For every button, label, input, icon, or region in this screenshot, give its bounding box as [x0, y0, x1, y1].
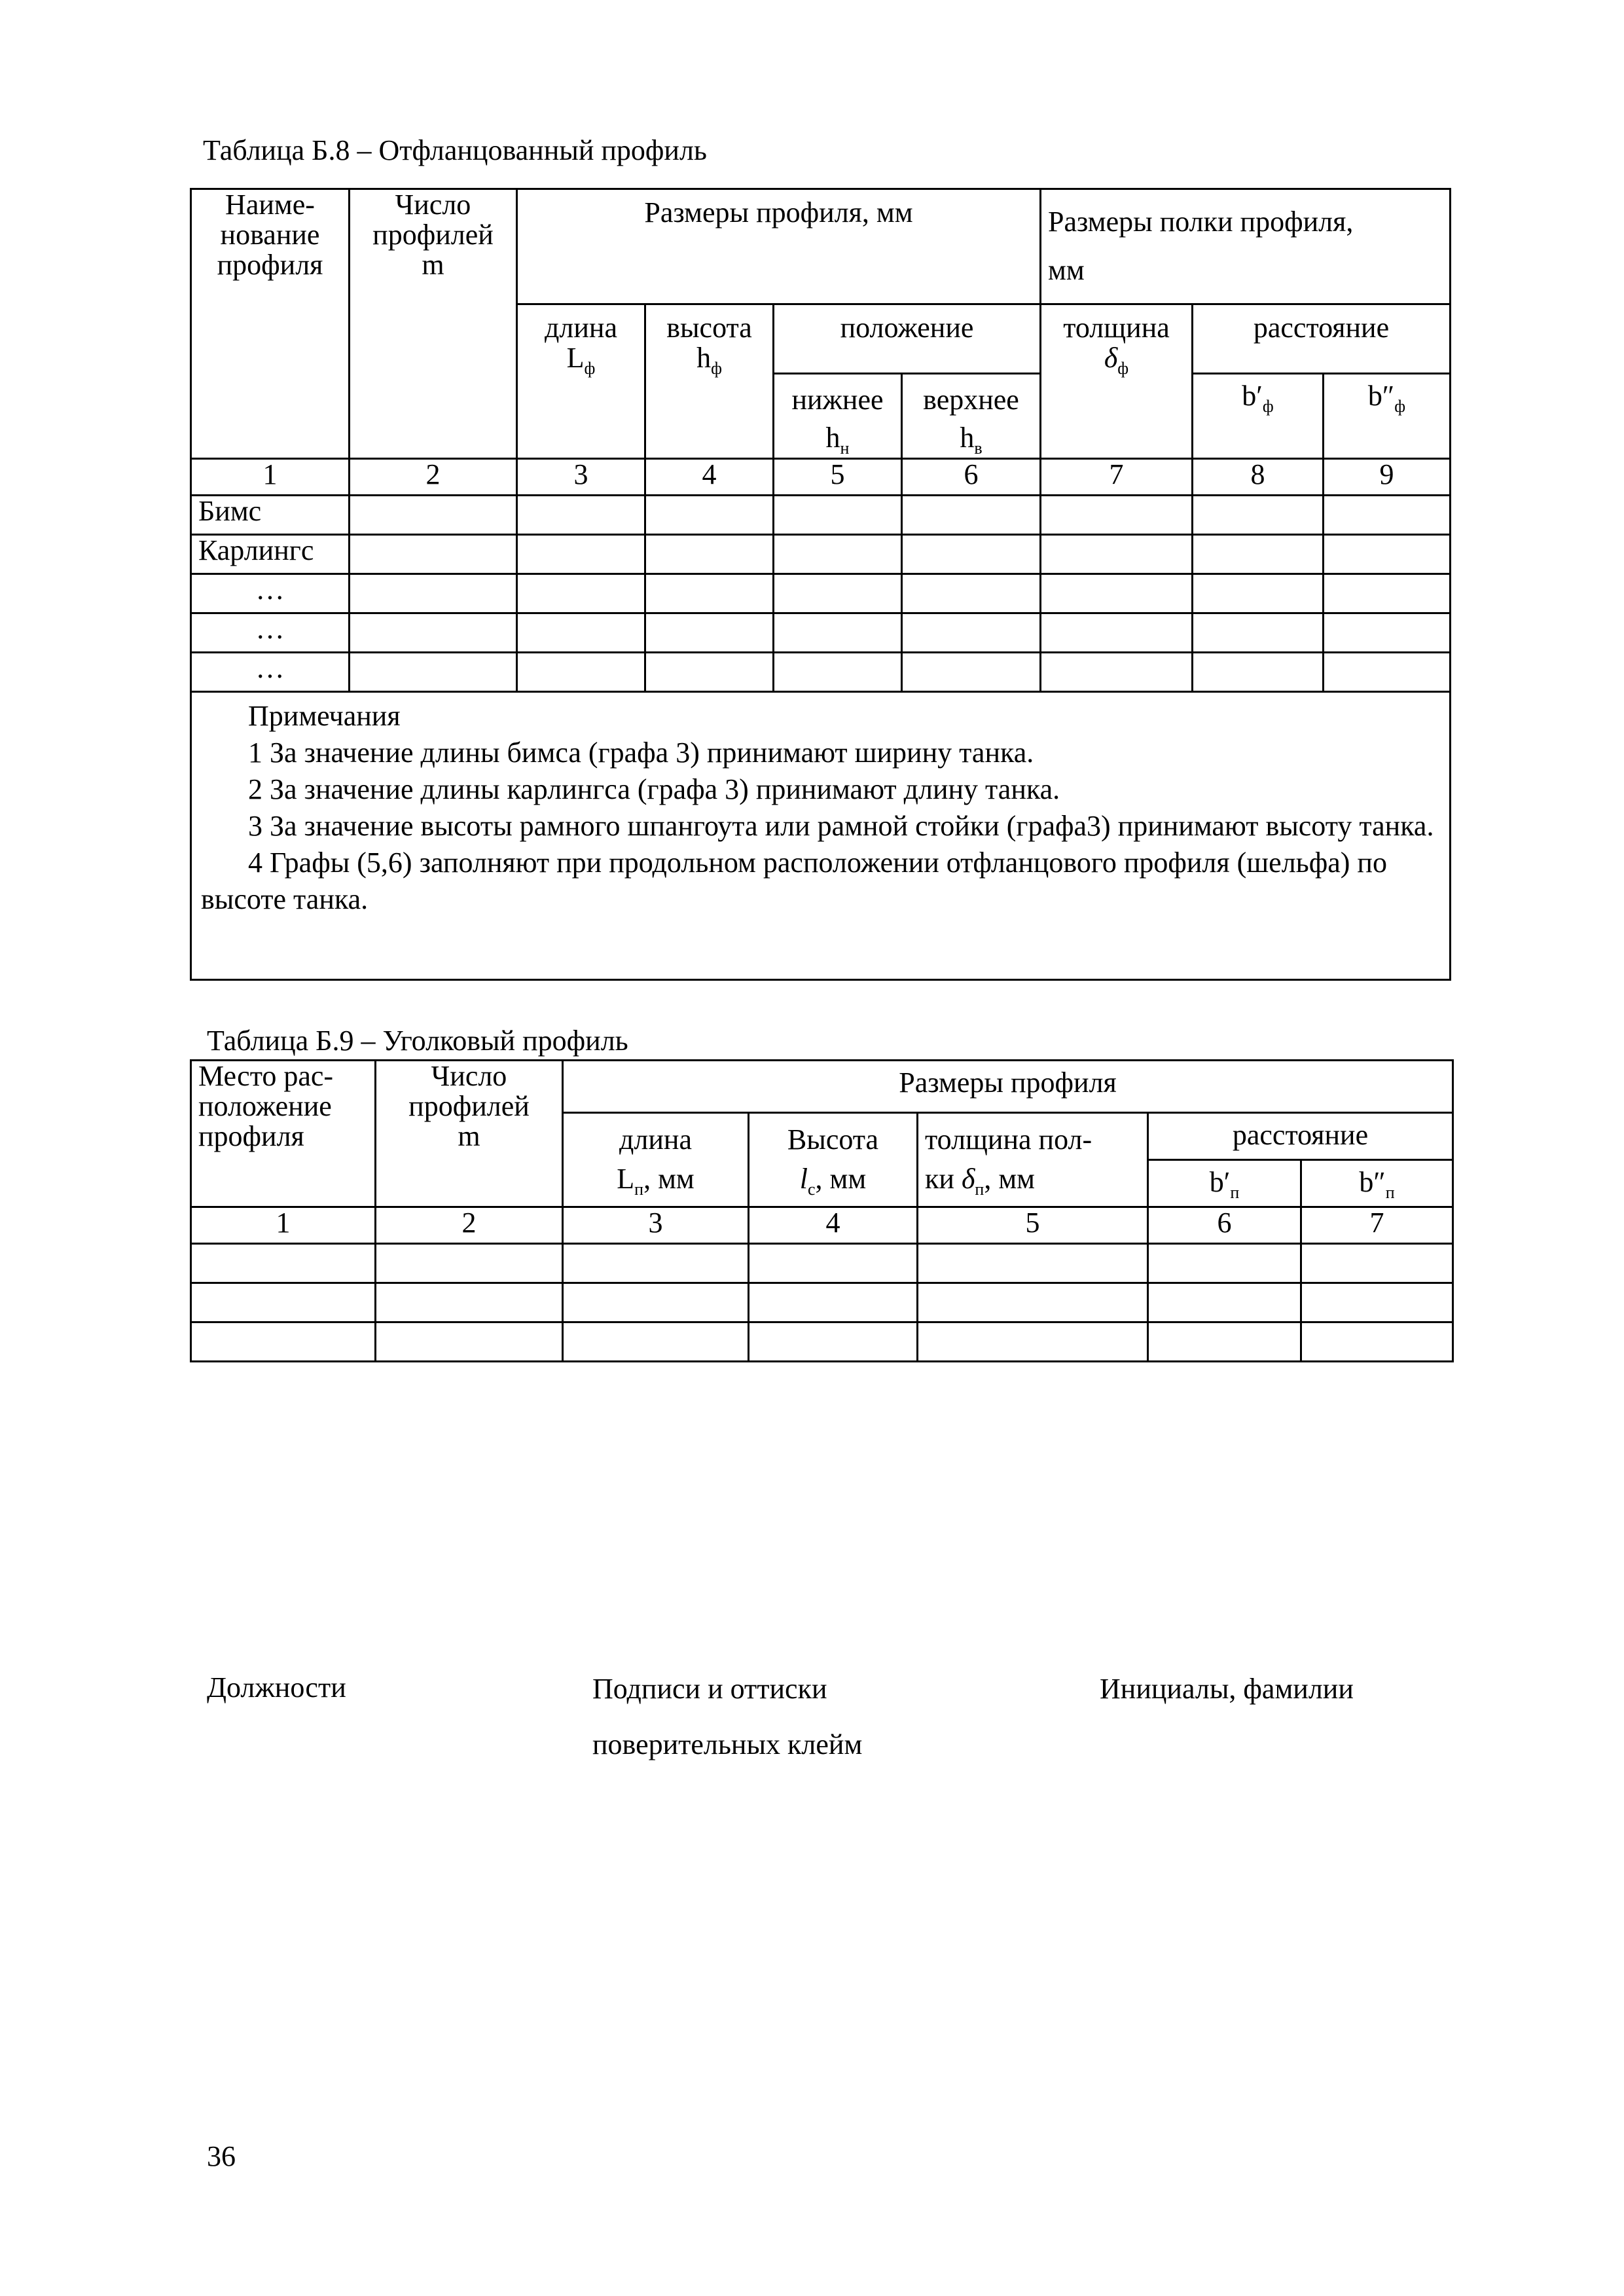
table-b8: [190, 188, 1451, 981]
col-num: 7: [1301, 1207, 1453, 1244]
header-b-prime: $b'_п$: [1148, 1160, 1301, 1207]
table-row: [191, 1322, 1453, 1362]
header-profile-dims: Размеры профиля, мм: [517, 189, 1041, 304]
col-num: 5: [774, 459, 902, 496]
row-label: …: [191, 653, 350, 692]
col-num: 8: [1193, 459, 1324, 496]
header-b-double-prime: $b''_п$: [1301, 1160, 1453, 1207]
table-b8-caption: Таблица Б.8 – Отфланцованный профиль: [203, 134, 707, 166]
table-b9: [190, 1059, 1454, 1362]
col-num: 1: [191, 459, 350, 496]
table-row: [191, 574, 1451, 613]
col-num: 2: [376, 1207, 563, 1244]
header-length: длина $L_ф$: [517, 304, 645, 459]
col-num: 9: [1324, 459, 1451, 496]
col-num: 3: [563, 1207, 749, 1244]
header-b-prime: $b'_ф$: [1193, 374, 1324, 459]
col-num: 4: [645, 459, 774, 496]
table-row: [191, 1244, 1453, 1283]
signature-stamps-label-line2: поверительных клейм: [592, 1728, 863, 1760]
signature-names-label: Инициалы, фамилии: [1100, 1673, 1354, 1705]
header-distance: расстояние: [1148, 1113, 1453, 1160]
col-num: 1: [191, 1207, 376, 1244]
header-position: положение: [774, 304, 1041, 374]
col-num: 6: [902, 459, 1041, 496]
col-num: 7: [1041, 459, 1193, 496]
header-b-double-prime: $b''_ф$: [1324, 374, 1451, 459]
note-item: 3 За значение высоты рамного шпангоута или рамной стойки (графа3) принимают высоту танка.: [248, 810, 1434, 842]
table-row: [191, 653, 1451, 692]
header-height: Высота $l_с$, мм: [749, 1113, 918, 1207]
header-thickness: толщина пол- ки $\delta_п$, мм: [918, 1113, 1148, 1207]
header-place: Место рас- положение профиля: [191, 1061, 376, 1207]
header-count: Число профилей m: [376, 1061, 563, 1207]
note-item: 2 За значение длины карлингса (графа 3) принимают длину танка.: [248, 773, 1060, 805]
notes-title: Примечания: [248, 700, 401, 732]
row-label: Бимс: [191, 496, 350, 535]
header-length: длина $L_п$, мм: [563, 1113, 749, 1207]
table-b9-caption: Таблица Б.9 – Уголковый профиль: [207, 1025, 628, 1057]
notes: [191, 692, 1451, 980]
header-profile-dims: Размеры профиля: [563, 1061, 1453, 1113]
header-count: Число профилей m: [350, 189, 517, 459]
col-num: 5: [918, 1207, 1148, 1244]
note-item: 4 Графы (5,6) заполняют при продольном расположении отфланцового профиля (шельфа) по высоте танка.: [201, 847, 1387, 915]
table-row: [191, 496, 1451, 535]
header-upper: верхнее $h_в$: [902, 374, 1041, 459]
column-number-row: [191, 459, 1451, 496]
col-num: 6: [1148, 1207, 1301, 1244]
page-number: 36: [207, 2140, 236, 2172]
col-num: 3: [517, 459, 645, 496]
signature-stamps-label-line1: Подписи и оттиски: [592, 1673, 827, 1705]
column-number-row: [191, 1207, 1453, 1244]
header-distance: расстояние: [1193, 304, 1451, 374]
row-label: …: [191, 574, 350, 613]
table-row: [191, 1283, 1453, 1322]
header-lower: нижнее $h_н$: [774, 374, 902, 459]
table-row: [191, 613, 1451, 653]
header-flange-dims: Размеры полки профиля, мм: [1041, 189, 1451, 304]
row-label: Карлингс: [191, 535, 350, 574]
col-num: 2: [350, 459, 517, 496]
header-thickness: толщина $\delta_ф$: [1041, 304, 1193, 459]
col-num: 4: [749, 1207, 918, 1244]
table-row: [191, 535, 1451, 574]
row-label: …: [191, 613, 350, 653]
header-height: высота $h_ф$: [645, 304, 774, 459]
signature-positions-label: Должности: [207, 1671, 346, 1704]
header-name: Наиме- нование профиля: [191, 189, 350, 459]
note-item: 1 За значение длины бимса (графа 3) принимают ширину танка.: [248, 737, 1034, 769]
